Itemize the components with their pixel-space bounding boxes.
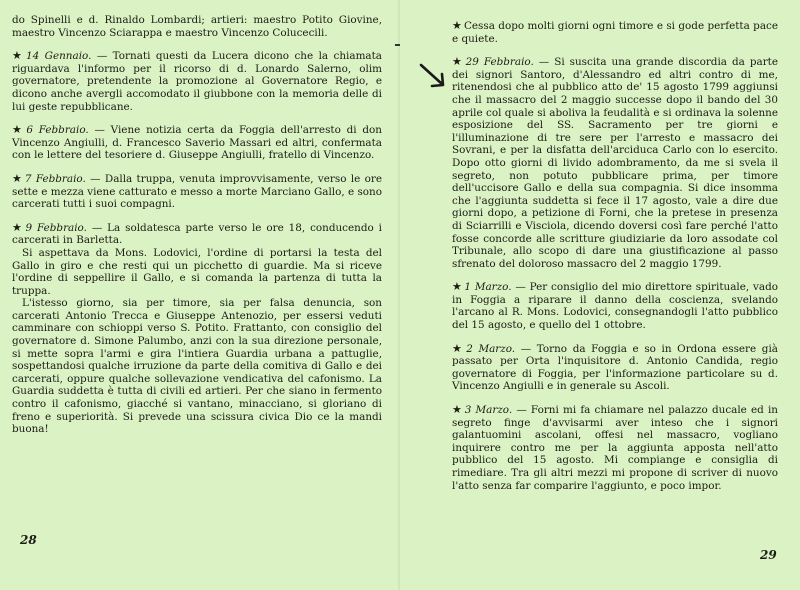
- diary-entry: [452, 20, 778, 45]
- entry-paragraph: [452, 404, 778, 492]
- page-number-left: 28: [20, 533, 37, 547]
- diary-entry: [452, 56, 778, 270]
- entry-date: 1 Marzo.: [464, 281, 512, 294]
- handwritten-arrow-icon: [418, 62, 448, 92]
- star-icon: ★: [12, 220, 24, 234]
- star-icon: ★: [12, 49, 24, 63]
- entry-paragraph: [452, 281, 778, 331]
- entry-text: — Si suscita una grande discordia da parte dei signori Santoro, d'Alessandro ed altri contro di me, ritenendosi che al pubblico atto de' 15 agosto 1799 aggiunsi che il massacro del 2 maggio successe dopo il bando del 30 aprile col quale si aboliva la feudalità e si ordinava la solenne esposizione del SS. Sacramento per tre giorni e l'illuminazione di tre sere per l'arresto e massacro dei Sovrani, e per la disfatta dell'arciduca Carlo con lo esercito. Dopo otto giorni di livido adombramento, da me si svela il segreto, non potuto pubblicare prima, per timore dell'uccisore Gallo e della sua compagnia. Si dice insomma che l'aggiunta suddetta si fece il 17 agosto, vale a dire due giorni dopo, a petizione di Forni, che la pretese in presenza di Sciarrilli e Visciola, dicendo doversi così fare perché l'atto fosse concorde alle scritture giudiziarie da loro assodate col Tribunale, allo scopo di dare una giustificazione al passo sfrenato del doloroso massacro del 2 maggio 1799.: [452, 56, 778, 270]
- entry-date: 3 Marzo.: [464, 404, 513, 417]
- entry-paragraph: [12, 247, 382, 297]
- entry-text: Si aspettava da Mons. Lodovici, l'ordine di portarsi la testa del Gallo in giro e che resti qui un picchetto di guardie. Ma si riceve l'ordine di seppellire il Gallo, e si comanda la partenza di tutta la truppa.: [12, 246, 382, 297]
- entry-text: do Spinelli e d. Rinaldo Lombardi; artieri: maestro Potito Giovine, maestro Vincenzo Sciarappa e maestro Vincenzo Colucecili.: [12, 14, 382, 39]
- entry-text: — Forni mi fa chiamare nel palazzo ducale ed in segreto finge d'avvisarmi aver inteso che i signori galantuomini ascolani, offesi nel massacro, vogliano inquirere contro me per la aggiunta apposta nell'atto pubblico del 15 agosto. Mi compiange e consiglia di rimediare. Tra gli altri mezzi mi propone di scriver di nuovo l'atto senza far comparire l'aggiunto, e poco impor.: [452, 404, 778, 492]
- entry-paragraph: [452, 343, 778, 393]
- page-number-right: 29: [760, 548, 777, 562]
- entry-date: 7 Febbraio.: [24, 172, 86, 185]
- entry-text: — Per consiglio del mio direttore spirituale, vado in Foggia a riparare il danno della coscienza, svelando l'arcano al R. Mons. Lodovici, consegnandogli l'atto pubblico del 15 agosto, e quello del 1 ottobre.: [452, 281, 778, 332]
- entry-date: 9 Febbraio.: [25, 221, 87, 234]
- diary-entry: [452, 404, 778, 492]
- diary-entry: [12, 124, 382, 162]
- star-icon: ★: [452, 280, 463, 294]
- entry-date: 2 Marzo.: [466, 342, 516, 355]
- diary-entry: [12, 50, 382, 113]
- entry-text: — Dalla truppa, venuta improvvisamente, verso le ore sette e mezza viene catturato e messo a morte Marciano Gallo, e sono carcerati tutti i suoi compagni.: [12, 172, 382, 211]
- entry-text: — Tornati questi da Lucera dicono che la chiamata riguardava l'informo per il ricorso di d. Lonardo Salerno, olim governatore, pretendente la promozione al Governatore Regio, e dicono anche avergli accomodato il giubbone con la memoria delle di lui geste repubblicane.: [12, 50, 382, 113]
- diary-entry: [452, 343, 778, 393]
- entry-text: — La soldatesca parte verso le ore 18, conducendo i carcerati in Barletta.: [12, 221, 382, 247]
- star-icon: ★: [452, 55, 464, 69]
- entry-paragraph: [12, 124, 382, 162]
- entry-date: 14 Gennaio.: [26, 50, 92, 63]
- entry-paragraph: [12, 297, 382, 436]
- entry-date: 29 Febbraio.: [465, 56, 534, 69]
- star-icon: ★: [452, 403, 463, 417]
- entry-text: — Torno da Foggia e so in Ordona essere già passato per Orta l'inquisitore d. Antonio Candida, regio governatore di Foggia, per l'informazione particolare su d. Vincenzo Angiulli e in generale su Ascoli.: [452, 342, 778, 393]
- entry-text: — Viene notizia certa da Foggia dell'arresto di don Vincenzo Angiulli, d. Francesco Saverio Massari ed altri, confermata con le lettere del tesoriere d. Giuseppe Angiulli, fratello di Vincenzo.: [12, 124, 382, 162]
- star-icon: ★: [452, 19, 462, 32]
- entry-date: 6 Febbraio.: [26, 124, 89, 137]
- entry-paragraph: [452, 56, 778, 270]
- star-icon: ★: [12, 171, 23, 185]
- diary-entry: [12, 173, 382, 211]
- diary-entry: [12, 222, 382, 436]
- entry-paragraph: [12, 222, 382, 247]
- diary-entry: [452, 281, 778, 331]
- entry-paragraph: [12, 173, 382, 211]
- star-icon: ★: [12, 123, 25, 137]
- entry-text: L'istesso giorno, sia per timore, sia per falsa denuncia, son carcerati Antonio Trecca e Giuseppe Antenozio, per essersi veduti camminare con schioppi verso S. Potito. Frattanto, con consiglio del governatore d. Simone Palumbo, anzi con la sua direzione personale, si mette sopra l'armi e gira l'intiera Guardia urbana a pattuglie, sospettandosi qualche irruzione da parte della comitiva di Gallo e dei carcerati, oppure qualche sollevazione vendicativa del cafonismo. La Guardia suddetta è tutta di civili ed artieri. Per che siano in fermento contro il cafonismo, giacché si vantano, minacciano, si gloriano di freno e superiorità. Si prevede una scissura civica Dio ce la mandi buona!: [12, 297, 382, 436]
- diary-entry: [12, 14, 382, 39]
- entry-paragraph: [12, 14, 382, 39]
- entry-paragraph: [12, 50, 382, 113]
- right-page: [400, 0, 800, 590]
- entry-text: Cessa dopo molti giorni ogni timore e si gode perfetta pace e quiete.: [452, 20, 778, 45]
- entry-paragraph: [452, 20, 778, 45]
- star-icon: ★: [452, 341, 465, 355]
